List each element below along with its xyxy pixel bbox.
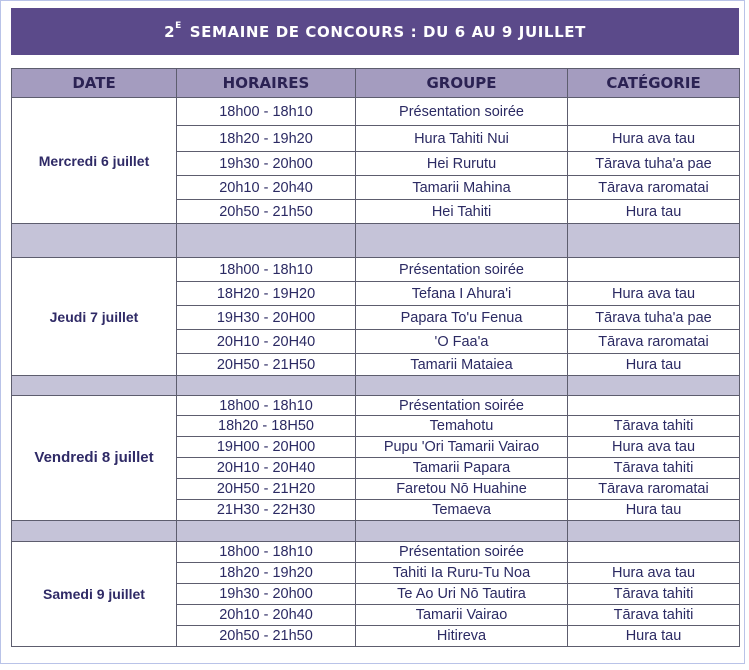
time-cell: 20H10 - 20H40 [177,330,356,354]
time-cell: 20h50 - 21h50 [177,626,356,647]
group-cell: Présentation soirée [356,396,568,416]
banner-title [11,8,739,55]
schedule-table [11,68,740,647]
time-cell: 20H10 - 20H40 [177,458,356,479]
group-cell: Présentation soirée [356,542,568,563]
category-cell: Tārava tuha'a pae [568,306,740,330]
table-row [12,258,740,282]
banner-week-number: 2 [164,22,176,41]
time-cell: 18h00 - 18h10 [177,98,356,126]
date-cell: Mercredi 6 juillet [12,98,177,224]
separator-row [12,224,740,258]
group-cell: Tamarii Mataiea [356,354,568,376]
category-cell: Tārava tahiti [568,605,740,626]
banner-text: SEMAINE DE CONCOURS : DU 6 AU 9 JUILLET [189,22,586,41]
category-cell: Hura tau [568,626,740,647]
category-cell: Tārava tuha'a pae [568,152,740,176]
separator-cell [356,521,568,542]
group-cell: Tahiti Ia Ruru-Tu Noa [356,563,568,584]
group-cell: Hitireva [356,626,568,647]
separator-cell [356,224,568,258]
time-cell: 18h00 - 18h10 [177,396,356,416]
group-cell: 'O Faa'a [356,330,568,354]
separator-cell [568,376,740,396]
time-cell: 20h10 - 20h40 [177,176,356,200]
table-row [12,396,740,416]
group-cell: Pupu 'Ori Tamarii Vairao [356,437,568,458]
table-row [12,98,740,126]
time-cell: 20H50 - 21H20 [177,479,356,500]
time-cell: 19h30 - 20h00 [177,152,356,176]
time-cell: 18h00 - 18h10 [177,258,356,282]
category-cell: Tārava raromatai [568,176,740,200]
category-cell: Hura ava tau [568,563,740,584]
category-cell: Tārava tahiti [568,458,740,479]
group-cell: Papara To'u Fenua [356,306,568,330]
group-cell: Tamarii Vairao [356,605,568,626]
table-row [12,542,740,563]
header-groupe: GROUPE [356,69,568,98]
category-cell: Tārava tahiti [568,584,740,605]
time-cell: 18h20 - 18H50 [177,416,356,437]
group-cell: Présentation soirée [356,258,568,282]
header-date: DATE [12,69,177,98]
category-cell: Hura ava tau [568,282,740,306]
time-cell: 21H30 - 22H30 [177,500,356,521]
time-cell: 20h50 - 21h50 [177,200,356,224]
category-cell [568,258,740,282]
banner-superscript: E [175,20,182,31]
group-cell: Temaeva [356,500,568,521]
separator-row [12,376,740,396]
time-cell: 20H50 - 21H50 [177,354,356,376]
separator-cell [568,224,740,258]
separator-cell [568,521,740,542]
group-cell: Temahotu [356,416,568,437]
separator-row [12,521,740,542]
group-cell: Hei Tahiti [356,200,568,224]
category-cell: Hura ava tau [568,437,740,458]
group-cell: Hei Rurutu [356,152,568,176]
separator-cell [12,521,177,542]
header-categorie: CATÉGORIE [568,69,740,98]
time-cell: 18H20 - 19H20 [177,282,356,306]
table-body [12,98,740,647]
separator-cell [356,376,568,396]
date-cell: Samedi 9 juillet [12,542,177,647]
separator-cell [12,224,177,258]
date-cell: Jeudi 7 juillet [12,258,177,376]
category-cell: Tārava tahiti [568,416,740,437]
group-cell: Faretou Nō Huahine [356,479,568,500]
group-cell: Tamarii Papara [356,458,568,479]
category-cell [568,542,740,563]
separator-cell [12,376,177,396]
time-cell: 19H00 - 20H00 [177,437,356,458]
category-cell [568,396,740,416]
table-header-row [12,69,740,98]
category-cell: Tārava raromatai [568,479,740,500]
group-cell: Te Ao Uri Nō Tautira [356,584,568,605]
category-cell: Hura tau [568,354,740,376]
group-cell: Tamarii Mahina [356,176,568,200]
time-cell: 18h20 - 19h20 [177,126,356,152]
time-cell: 19H30 - 20H00 [177,306,356,330]
time-cell: 20h10 - 20h40 [177,605,356,626]
group-cell: Présentation soirée [356,98,568,126]
group-cell: Hura Tahiti Nui [356,126,568,152]
category-cell: Hura ava tau [568,126,740,152]
time-cell: 18h00 - 18h10 [177,542,356,563]
separator-cell [177,521,356,542]
category-cell: Hura tau [568,500,740,521]
separator-cell [177,376,356,396]
date-cell: Vendredi 8 juillet [12,396,177,521]
time-cell: 18h20 - 19h20 [177,563,356,584]
group-cell: Tefana I Ahura'i [356,282,568,306]
category-cell [568,98,740,126]
category-cell: Hura tau [568,200,740,224]
separator-cell [177,224,356,258]
time-cell: 19h30 - 20h00 [177,584,356,605]
header-horaires: HORAIRES [177,69,356,98]
category-cell: Tārava raromatai [568,330,740,354]
